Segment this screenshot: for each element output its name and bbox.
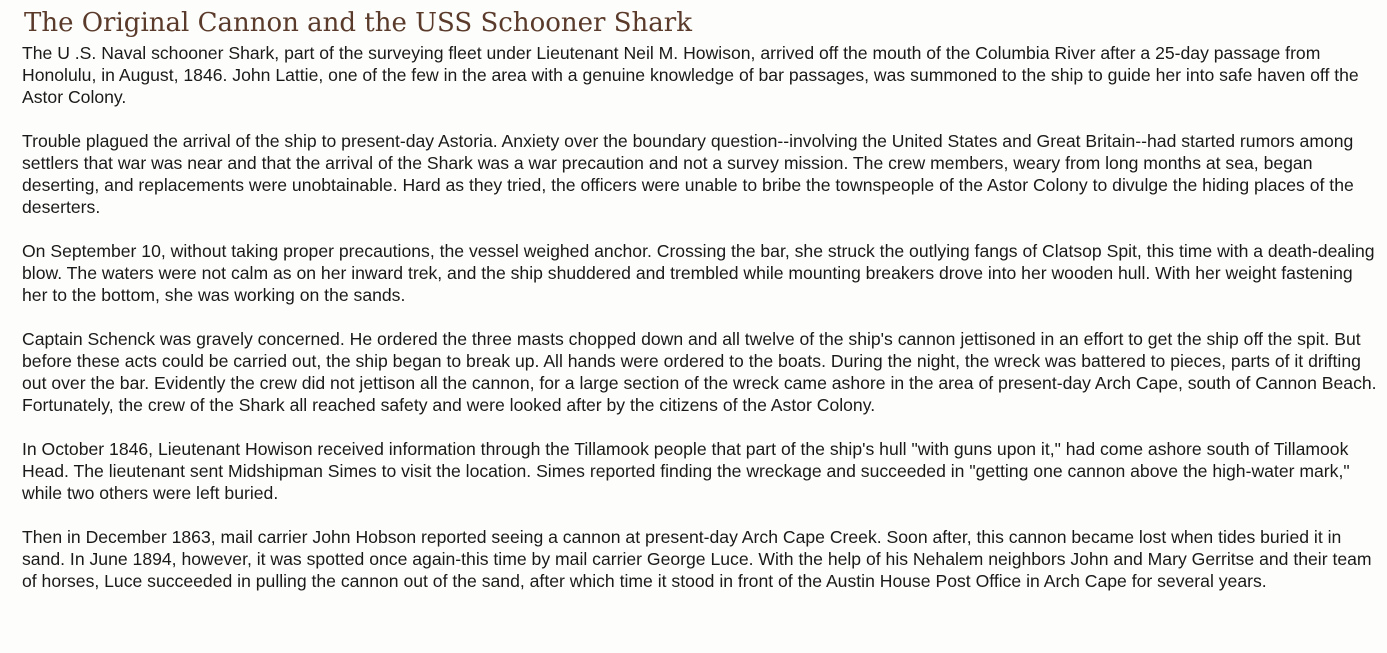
document-body <box>22 42 1380 592</box>
document-title: The Original Cannon and the USS Schooner Shark <box>24 8 692 38</box>
paragraph-december: Then in December 1863, mail carrier John Hobson reported seeing a cannon at present-day Arch Cape Creek. Soon after, this cannon became lost when tides buried it in sand. In June 1894, however, it was spotted once again-this time by mail carrier George Luce. With the help of his Nehalem neighbors John and Mary Gerritse and their team of horses, Luce succeeded in pulling the cannon out of the sand, after which time it stood in front of the Austin House Post Office in Arch Cape for several years. <box>22 527 1372 591</box>
paragraph-october: In October 1846, Lieutenant Howison received information through the Tillamook people that part of the ship's hull "with guns upon it," had come ashore south of Tillamook Head. The lieutenant sent Midshipman Simes to visit the location. Simes reported finding the wreckage and succeeded in "getting one cannon above the high-water mark," while two others were left buried. <box>22 439 1350 503</box>
paragraph-trouble: Trouble plagued the arrival of the ship to present-day Astoria. Anxiety over the boundary question--involving the United States and Great Britain--had started rumors among settlers that war was near and that the arrival of the Shark was a war precaution and not a survey mission. The crew members, weary from long months at sea, began deserting, and replacements were unobtainable. Hard as they tried, the officers were unable to bribe the townspeople of the Astor Colony to divulge the hiding places of the deserters. <box>22 131 1354 217</box>
paragraph-arrival: The U .S. Naval schooner Shark, part of the surveying fleet under Lieutenant Neil M. Howison, arrived off the mouth of the Columbia River after a 25-day passage from Honolulu, in August, 1846. John Lattie, one of the few in the area with a genuine knowledge of bar passages, was summoned to the ship to guide her into safe haven off the Astor Colony. <box>22 43 1359 107</box>
paragraph-captain: Captain Schenck was gravely concerned. He ordered the three masts chopped down and all twelve of the ship's cannon jettisoned in an effort to get the ship off the spit. But before these acts could be carried out, the ship began to break up. All hands were ordered to the boats. During the night, the wreck was battered to pieces, parts of it drifting out over the bar. Evidently the crew did not jettison all the cannon, for a large section of the wreck came ashore in the area of present-day Arch Cape, south of Cannon Beach. Fortunately, the crew of the Shark all reached safety and were looked after by the citizens of the Astor Colony. <box>22 329 1377 415</box>
paragraph-september: On September 10, without taking proper precautions, the vessel weighed anchor. Crossing the bar, she struck the outlying fangs of Clatsop Spit, this time with a death-dealing blow. The waters were not calm as on her inward trek, and the ship shuddered and trembled while mounting breakers drove into her wooden hull. With her weight fastening her to the bottom, she was working on the sands. <box>22 241 1375 305</box>
